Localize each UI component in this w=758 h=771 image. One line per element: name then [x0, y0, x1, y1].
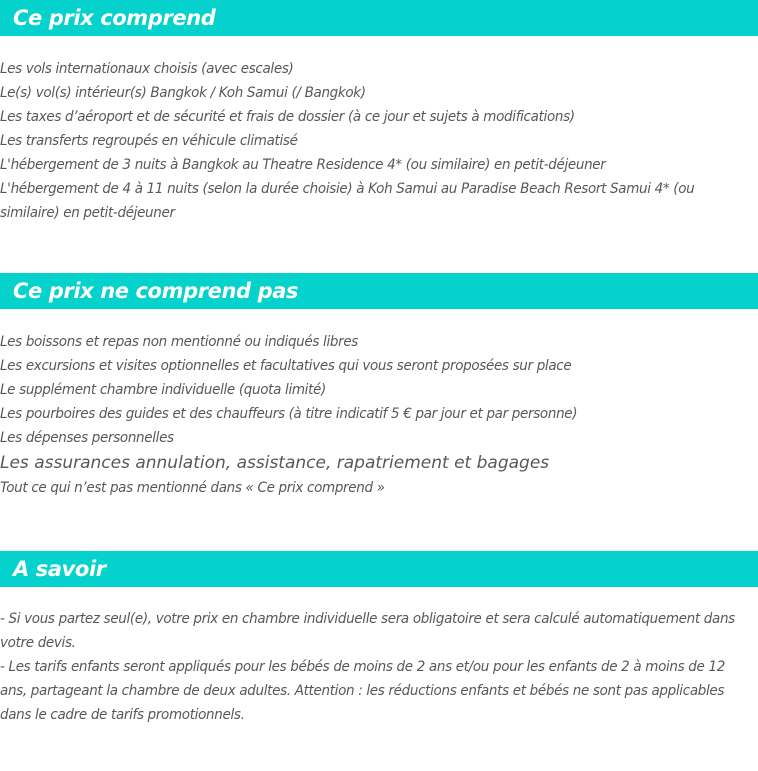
section-body-good-to-know — [0, 607, 758, 727]
spacer-good-to-know-top — [0, 587, 758, 607]
list-item: Les pourboires des guides et des chauffeurs (à titre indicatif 5 € par jour et par personne) — [0, 406, 578, 422]
section-good-to-know — [0, 551, 758, 727]
section-header-not-included: Ce prix ne comprend pas — [0, 273, 758, 309]
spacer-not-included-top — [0, 309, 758, 330]
list-item: Les excursions et visites optionnelles et facultatives qui vous seront proposées sur place — [0, 358, 572, 374]
section-header-good-to-know: A savoir — [0, 551, 758, 587]
section-header-included: Ce prix comprend — [0, 0, 758, 36]
section-not-included — [0, 273, 758, 551]
section-body-not-included — [0, 330, 758, 500]
list-item: L'hébergement de 3 nuits à Bangkok au Theatre Residence 4* (ou similaire) en petit-déjeuner — [0, 157, 606, 173]
section-included — [0, 0, 758, 273]
section-body-included — [0, 57, 758, 225]
list-item: Les transferts regroupés en véhicule climatisé — [0, 133, 298, 149]
list-item-insurances: Les assurances annulation, assistance, rapatriement et bagages — [0, 453, 550, 473]
list-item: Les taxes d’aéroport et de sécurité et frais de dossier (à ce jour et sujets à modifications) — [0, 109, 575, 125]
note-paragraph: - Les tarifs enfants seront appliqués pour les bébés de moins de 2 ans et/ou pour les enfants de 2 à moins de 12 ans, partageant la chambre de deux adultes. Attention : les réductions enfants et bébés ne sont pas applicables dans le cadre de tarifs promotionnels. — [0, 659, 725, 723]
list-item: Le supplément chambre individuelle (quota limité) — [0, 382, 326, 398]
list-item: Les boissons et repas non mentionné ou indiqués libres — [0, 334, 359, 350]
spacer-included-top — [0, 36, 758, 57]
spacer-included-bottom — [0, 225, 758, 273]
list-item: Les vols internationaux choisis (avec escales) — [0, 61, 294, 77]
list-item: L'hébergement de 4 à 11 nuits (selon la durée choisie) à Koh Samui au Paradise Beach Resort Samui 4* (ou similaire) en petit-déjeuner — [0, 181, 695, 221]
spacer-not-included-bottom — [0, 500, 758, 551]
list-item: Tout ce qui n’est pas mentionné dans « Ce prix comprend » — [0, 480, 385, 496]
list-item: Les dépenses personnelles — [0, 430, 174, 446]
note-paragraph: - Si vous partez seul(e), votre prix en chambre individuelle sera obligatoire et sera calculé automatiquement dans votre devis. — [0, 611, 735, 651]
list-item: Le(s) vol(s) intérieur(s) Bangkok / Koh Samui (/ Bangkok) — [0, 85, 366, 101]
